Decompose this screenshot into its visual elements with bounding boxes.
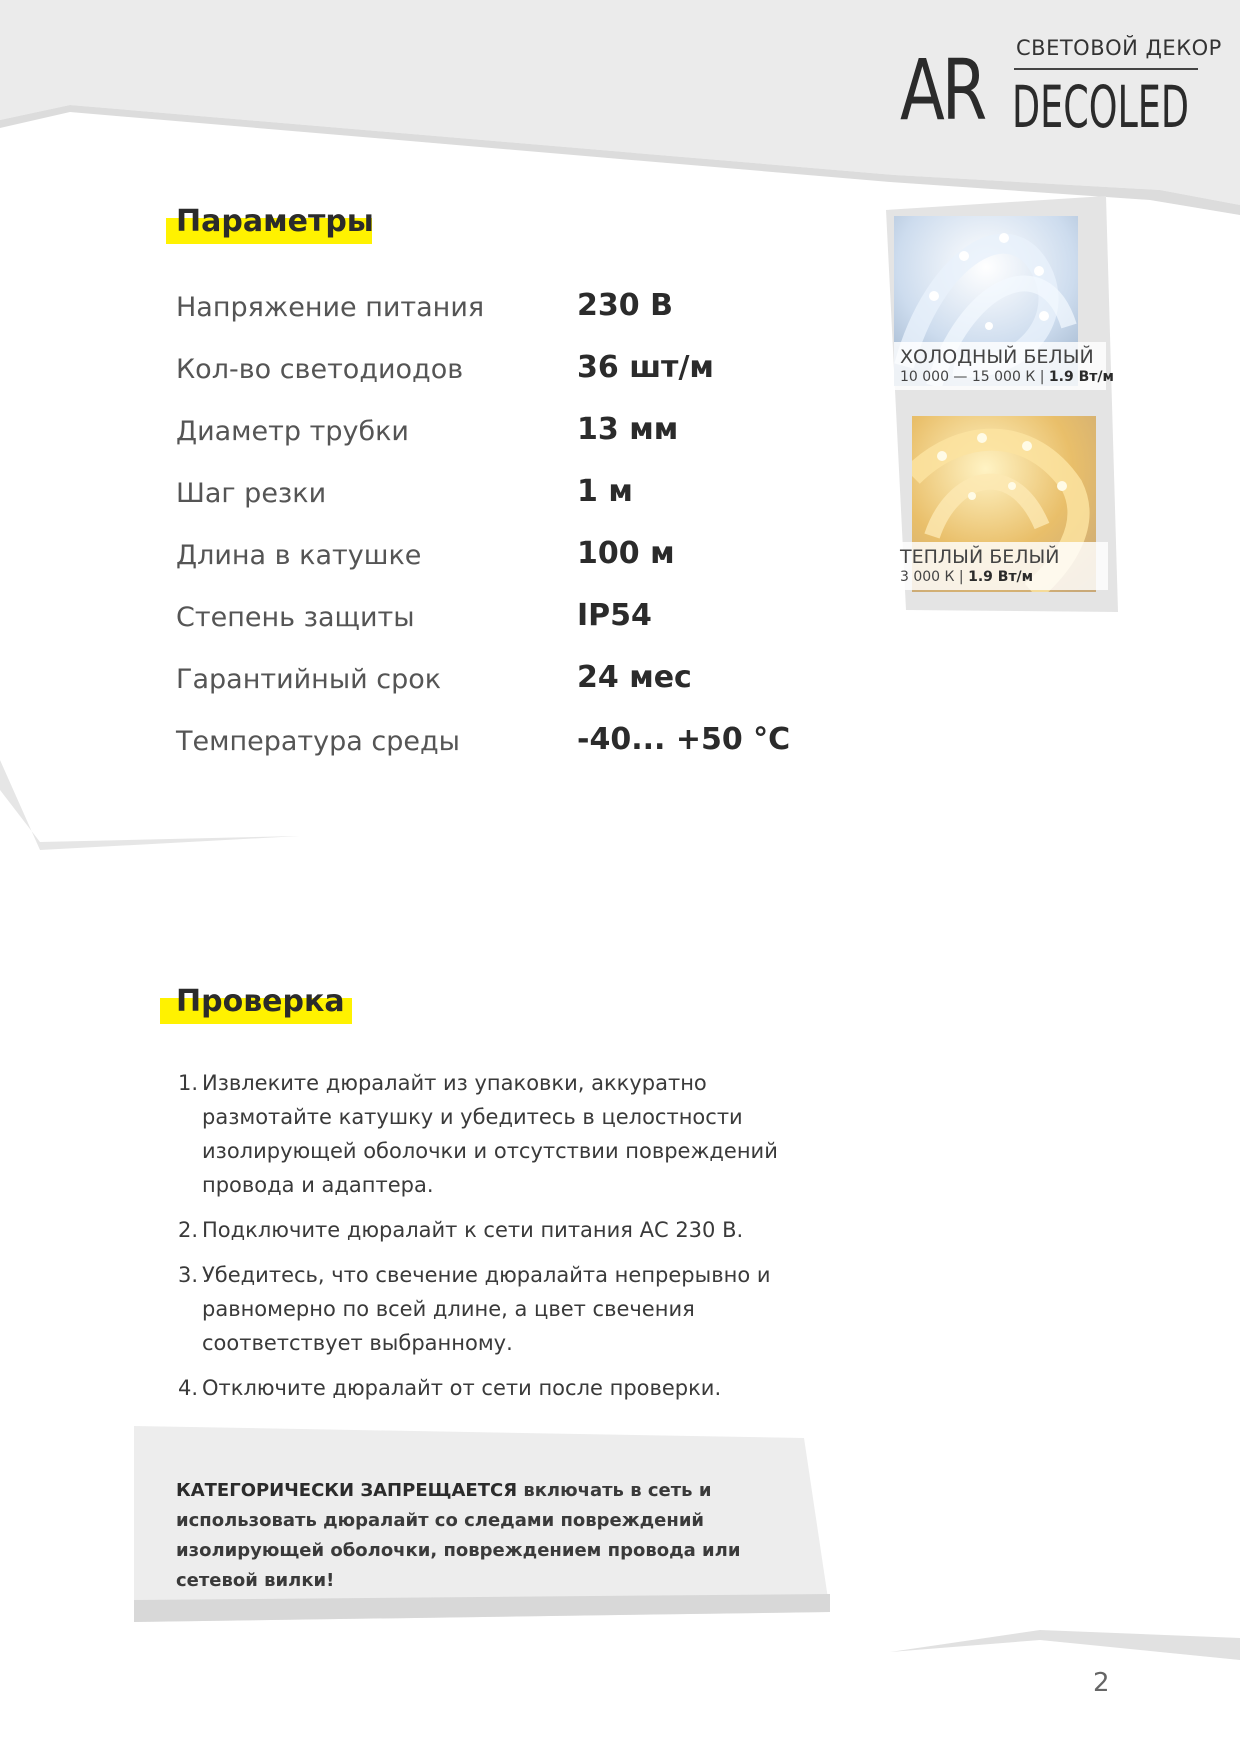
param-label: Степень защиты xyxy=(176,602,415,633)
param-value: -40... +50 °С xyxy=(577,722,791,757)
logo-tagline: СВЕТОВОЙ ДЕКОР xyxy=(1016,36,1222,60)
param-label: Температура среды xyxy=(176,726,460,757)
list-item xyxy=(178,1213,838,1247)
param-row xyxy=(176,592,876,654)
list-text: Убедитесь, что свечение дюралайта непрерывно и равномерно по всей длине, а цвет свечения соответствует выбранному. xyxy=(202,1263,771,1355)
param-row xyxy=(176,654,876,716)
parameters-table xyxy=(176,282,876,778)
warning-strong: КАТЕГОРИЧЕСКИ ЗАПРЕЩАЕТСЯ xyxy=(176,1480,518,1501)
warm-white-caption xyxy=(894,542,1108,590)
list-text: Отключите дюралайт от сети после проверки. xyxy=(202,1376,722,1400)
list-number: 2. xyxy=(178,1218,199,1242)
cold-white-caption xyxy=(894,342,1114,390)
page-number: 2 xyxy=(1093,1668,1110,1698)
param-label: Гарантийный срок xyxy=(176,664,442,695)
check-list xyxy=(178,1066,838,1416)
param-row xyxy=(176,344,876,406)
param-value: 1 м xyxy=(577,474,633,509)
photo-warm-white xyxy=(900,416,1096,592)
variant-power: 1.9 Вт/м xyxy=(968,569,1034,585)
logo-wordmark: DECOLED xyxy=(1012,73,1190,141)
param-value: 36 шт/м xyxy=(577,350,714,385)
list-item xyxy=(178,1066,838,1202)
check-heading: Проверка xyxy=(176,984,345,1019)
footer-shape xyxy=(890,1630,1240,1660)
list-item xyxy=(178,1371,838,1405)
param-label: Напряжение питания xyxy=(176,292,485,323)
param-row xyxy=(176,716,876,778)
variant-specs: 3 000 К | 1.9 Вт/м xyxy=(900,569,1034,585)
param-value: 100 м xyxy=(577,536,675,571)
list-text: Подключите дюралайт к сети питания АС 230 В. xyxy=(202,1218,744,1242)
list-number: 1. xyxy=(178,1071,199,1095)
param-label: Кол-во светодиодов xyxy=(176,354,464,385)
variant-specs: 10 000 — 15 000 К | 1.9 Вт/м xyxy=(900,369,1114,385)
logo-mark: AR xyxy=(900,41,985,139)
list-number: 4. xyxy=(178,1376,199,1400)
variant-power: 1.9 Вт/м xyxy=(1048,369,1114,385)
param-label: Длина в катушке xyxy=(176,540,422,571)
parameters-heading: Параметры xyxy=(176,204,374,239)
param-value: 24 мес xyxy=(577,660,692,695)
variant-title: ХОЛОДНЫЙ БЕЛЫЙ xyxy=(900,346,1094,368)
variant-title: ТЕПЛЫЙ БЕЛЫЙ xyxy=(900,546,1060,568)
logo-divider xyxy=(1014,68,1198,70)
warning-body: включать в сеть и использовать дюралайт со следами повреждений изолирующей оболочки, повреждением провода или сетевой вилки! xyxy=(176,1480,741,1591)
param-label: Шаг резки xyxy=(176,478,327,509)
param-row xyxy=(176,530,876,592)
param-row xyxy=(176,406,876,468)
list-number: 3. xyxy=(178,1263,199,1287)
param-row xyxy=(176,468,876,530)
photo-cold-white xyxy=(894,216,1114,386)
param-row xyxy=(176,282,876,344)
param-value: 230 В xyxy=(577,288,673,323)
variant-temp: 3 000 К xyxy=(900,569,955,585)
variant-temp: 10 000 — 15 000 К xyxy=(900,369,1036,385)
param-label: Диаметр трубки xyxy=(176,416,409,447)
brand-logo xyxy=(900,34,1222,144)
param-value: IP54 xyxy=(577,598,652,633)
list-item xyxy=(178,1258,838,1360)
list-text: Извлеките дюралайт из упаковки, аккуратно размотайте катушку и убедитесь в целостности изолирующей оболочки и отсутствии повреждений провода и адаптера. xyxy=(202,1071,778,1197)
param-value: 13 мм xyxy=(577,412,679,447)
warning-notice xyxy=(176,1476,816,1596)
